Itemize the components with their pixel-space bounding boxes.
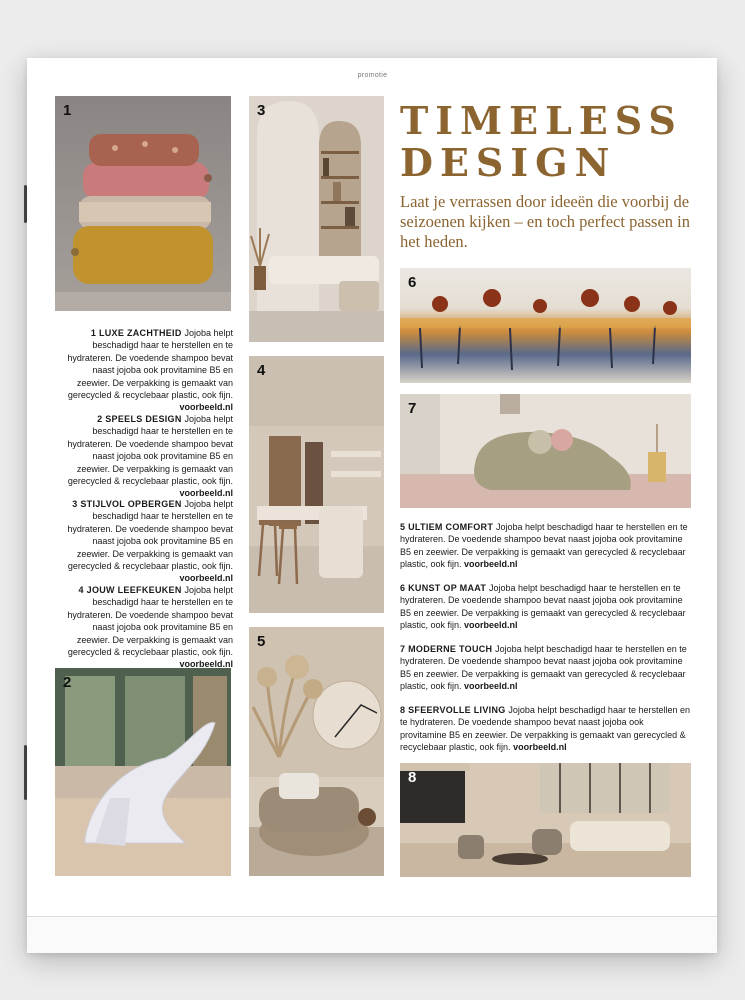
caption-heading: 4 JOUW LEEFKEUKEN [78, 585, 185, 595]
caption-link[interactable]: voorbeeld.nl [179, 488, 233, 499]
photo-curved-sofa [400, 394, 691, 508]
photo-kitchen [249, 356, 384, 613]
photo-number: 6 [408, 274, 417, 291]
feature-title [400, 100, 700, 184]
chair-image [55, 668, 231, 876]
caption-body: Jojoba helpt beschadigd haar te herstellen en te hydrateren. De voedende shampoo bevat naast jojoba ook provitamine B5 en zeewier. De verpakking is gemaakt van gerecycled & recyclebaar plastic, ook fijn. [400, 522, 688, 570]
caption-link[interactable]: voorbeeld.nl [179, 573, 233, 584]
photo-number: 5 [257, 633, 266, 650]
photo-living-room [400, 763, 691, 877]
caption-heading: 5 ULTIEM COMFORT [400, 522, 496, 532]
caption-body: Jojoba helpt beschadigd haar te herstellen en te hydrateren. De voedende shampoo bevat naast jojoba ook provitamine B5 en zeewier. De verpakking is gemaakt van gerecycled & recyclebaar plastic, ook fijn. [400, 644, 687, 692]
pillows-image [55, 96, 231, 311]
bookshelf-image [249, 96, 384, 342]
caption-2 [63, 413, 233, 500]
caption-3 [63, 498, 233, 585]
curved-sofa-image [400, 394, 691, 508]
caption-6 [400, 582, 692, 632]
photo-number: 1 [63, 102, 72, 119]
painting-image [400, 268, 691, 383]
caption-link[interactable]: voorbeeld.nl [179, 402, 233, 413]
living-corner-image [249, 627, 384, 876]
caption-heading: 6 KUNST OP MAAT [400, 583, 489, 593]
caption-link[interactable]: voorbeeld.nl [513, 742, 567, 753]
kitchen-image [249, 356, 384, 613]
photo-number: 8 [408, 769, 417, 786]
caption-heading: 8 SFEERVOLLE LIVING [400, 705, 509, 715]
caption-body: Jojoba helpt beschadigd haar te herstellen en te hydrateren. De voedende shampoo bevat naast jojoba ook provitamine B5 en zeewier. De verpakking is gemaakt van gerecycled & recyclebaar plastic, ook fijn. [400, 705, 690, 753]
caption-8 [400, 704, 692, 754]
caption-4 [63, 584, 233, 671]
living-room-image [400, 763, 691, 877]
caption-link[interactable]: voorbeeld.nl [464, 620, 518, 631]
caption-5 [400, 521, 692, 571]
caption-link[interactable]: voorbeeld.nl [179, 659, 233, 670]
caption-body: Jojoba helpt beschadigd haar te herstellen en te hydrateren. De voedende shampoo bevat naast jojoba ook provitamine B5 en zeewier. De verpakking is gemaakt van gerecycled & recyclebaar plastic, ook fijn. [67, 414, 233, 487]
photo-pillows [55, 96, 231, 311]
page-footer-band [27, 916, 717, 953]
caption-heading: 3 STIJLVOL OPBERGEN [72, 499, 185, 509]
photo-number: 7 [408, 400, 417, 417]
photo-number: 4 [257, 362, 266, 379]
photo-bookshelf [249, 96, 384, 342]
caption-body: Jojoba helpt beschadigd haar te herstellen en te hydrateren. De voedende shampoo bevat naast jojoba ook provitamine B5 en zeewier. De verpakking is gemaakt van gerecycled & recyclebaar plastic, ook fijn. [67, 585, 233, 658]
caption-link[interactable]: voorbeeld.nl [464, 681, 518, 692]
caption-7 [400, 643, 692, 693]
title-line-2: DESIGN [400, 140, 617, 185]
photo-living-corner [249, 627, 384, 876]
promo-label: promotie [357, 72, 388, 79]
caption-1 [63, 327, 233, 414]
caption-link[interactable]: voorbeeld.nl [464, 559, 518, 570]
feature-subtitle: Laat je verrassen door ideeën die voorbij de seizoenen kijken – en toch perfect passen in het heden. [400, 192, 691, 251]
photo-number: 3 [257, 102, 266, 119]
title-line-1: TIMELESS [400, 98, 683, 143]
caption-body: Jojoba helpt beschadigd haar te herstellen en te hydrateren. De voedende shampoo bevat naast jojoba ook provitamine B5 en zeewier. De verpakking is gemaakt van gerecycled & recyclebaar plastic, ook fijn. [400, 583, 686, 631]
photo-chair [55, 668, 231, 876]
caption-body: Jojoba helpt beschadigd haar te herstellen en te hydrateren. De voedende shampoo bevat naast jojoba ook provitamine B5 en zeewier. De verpakking is gemaakt van gerecycled & recyclebaar plastic, ook fijn. [67, 499, 233, 572]
caption-heading: 7 MODERNE TOUCH [400, 644, 496, 654]
caption-body: Jojoba helpt beschadigd haar te herstellen en te hydrateren. De voedende shampoo bevat naast jojoba ook provitamine B5 en zeewier. De verpakking is gemaakt van gerecycled & recyclebaar plastic, ook fijn. [67, 328, 233, 401]
photo-number: 2 [63, 674, 72, 691]
caption-heading: 1 LUXE ZACHTHEID [90, 328, 185, 338]
photo-painting [400, 268, 691, 383]
caption-heading: 2 SPEELS DESIGN [97, 414, 185, 424]
